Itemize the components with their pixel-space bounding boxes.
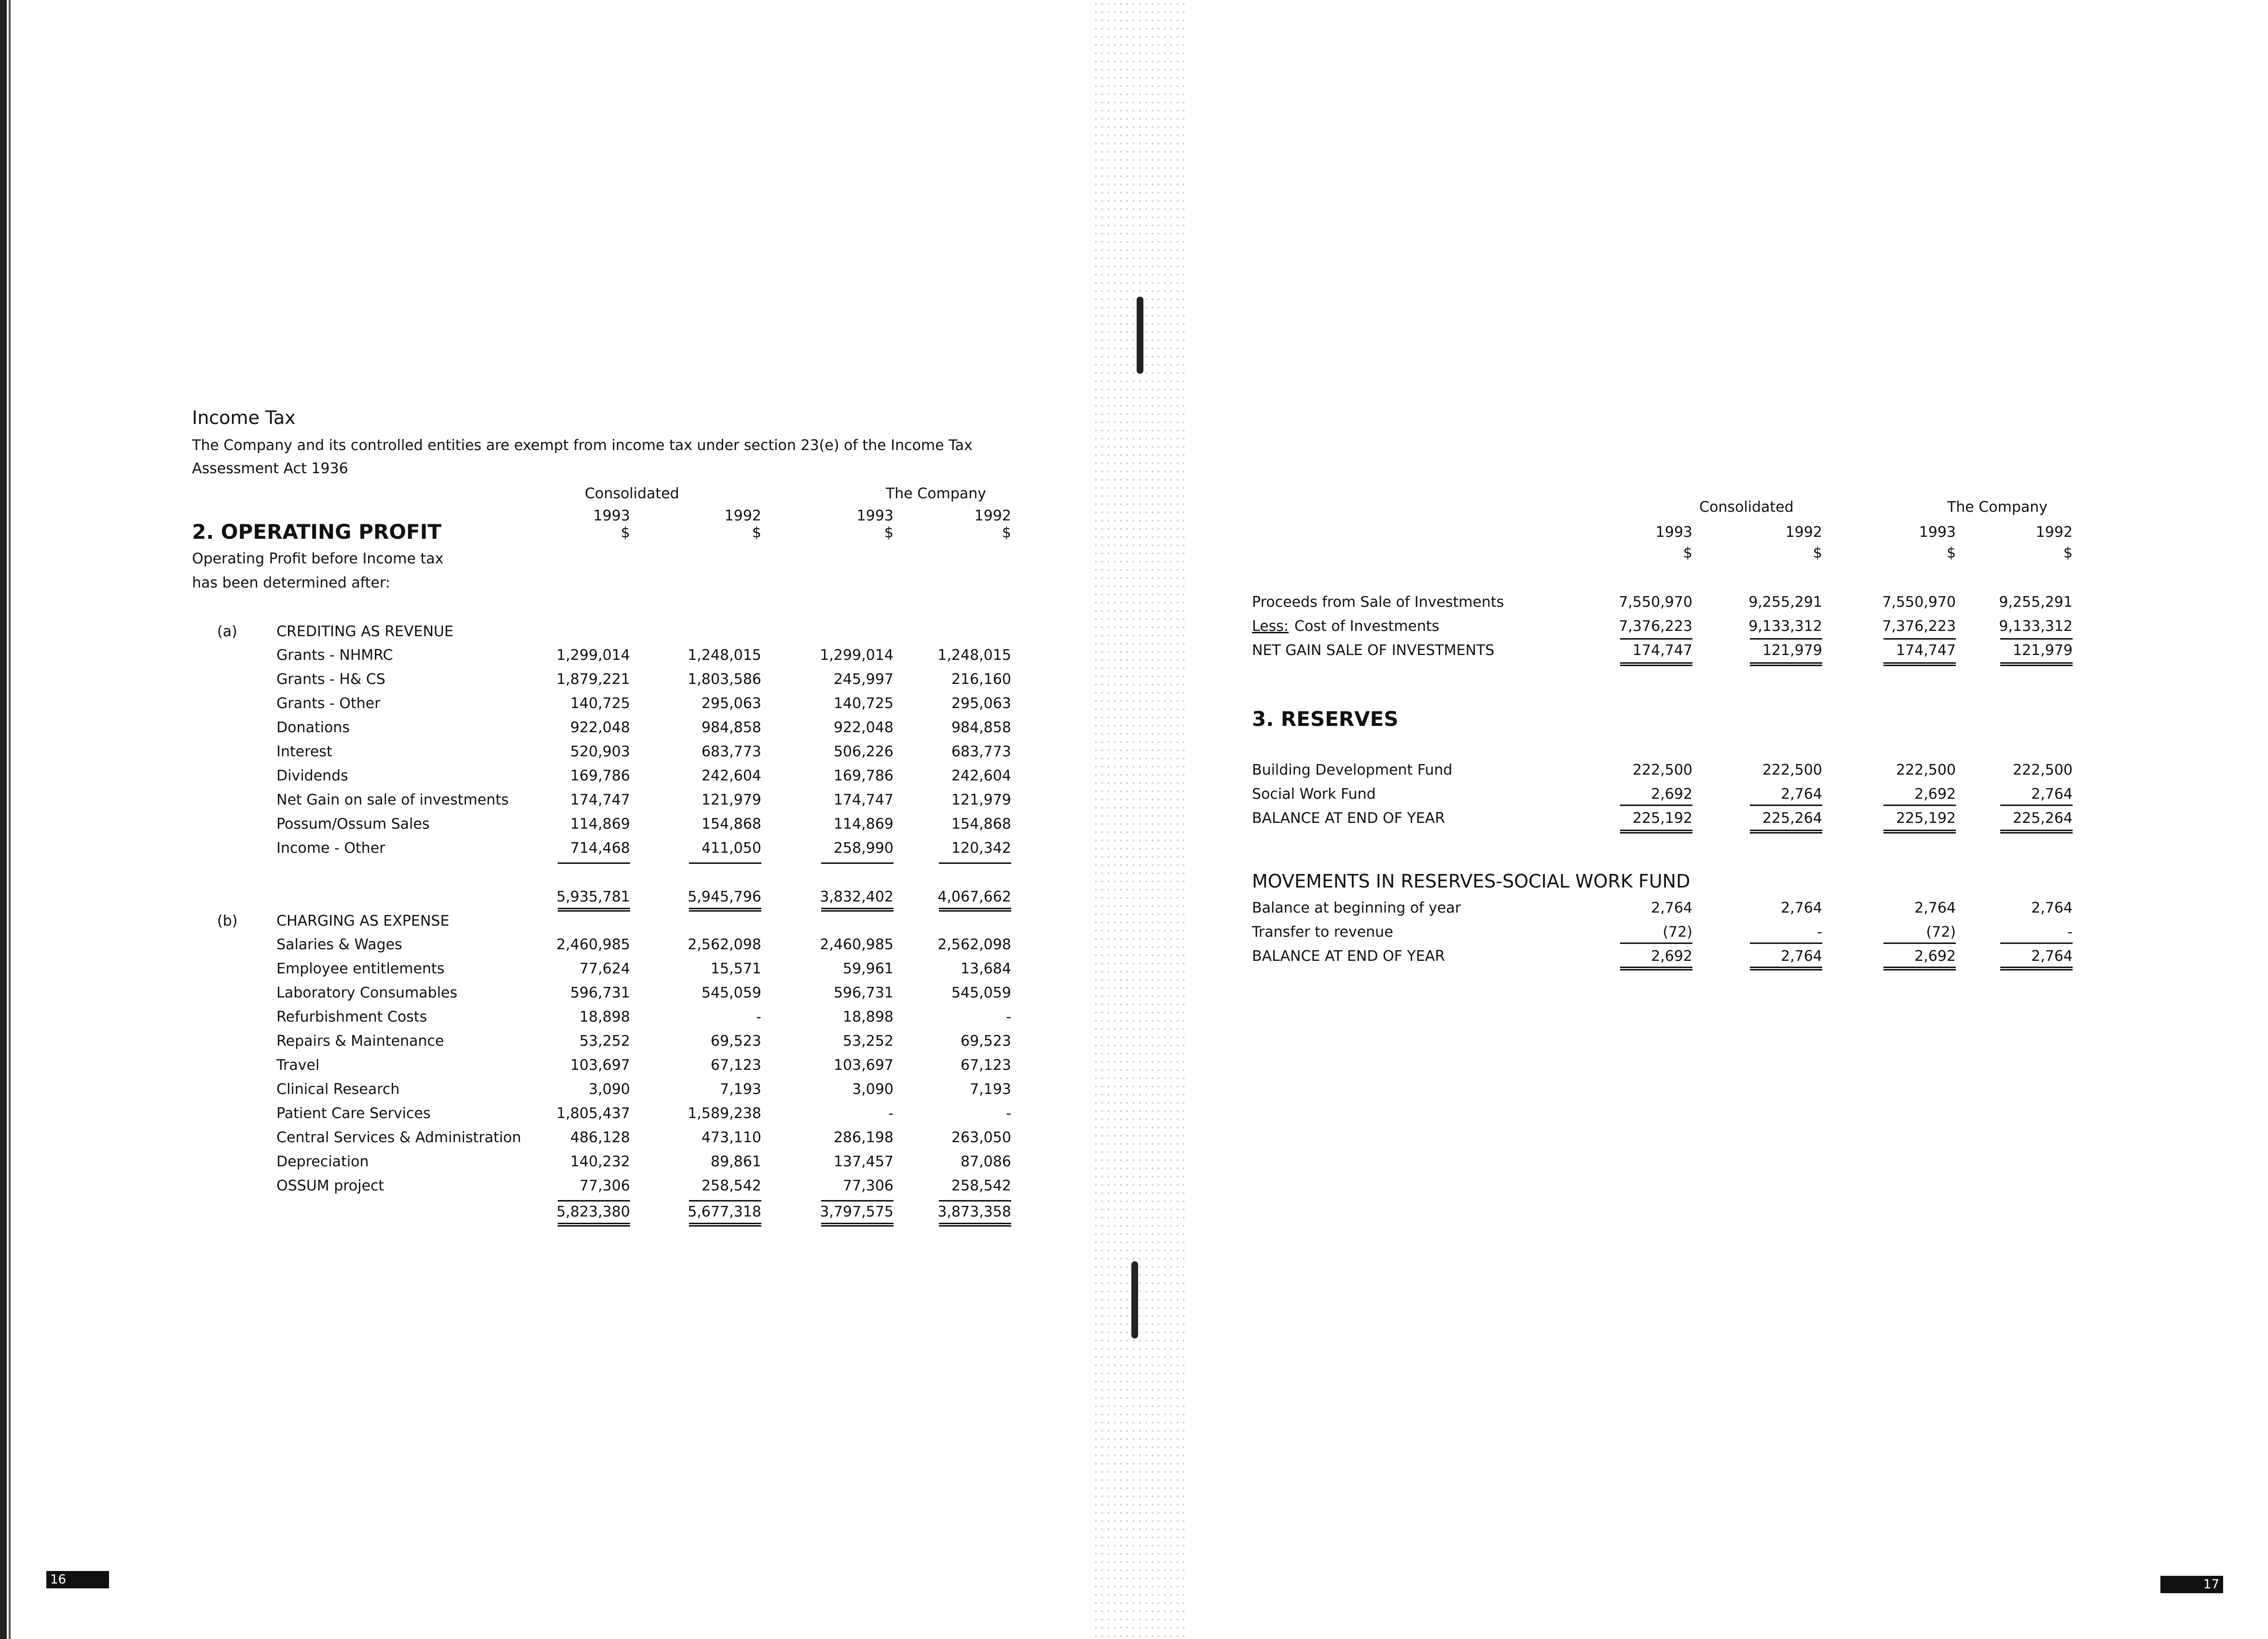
- crediting-row-value: 154,868: [951, 816, 1011, 833]
- investment-row-value: 174,747: [1632, 642, 1692, 659]
- subtotal-rule: [939, 862, 1011, 864]
- crediting-row-value: 154,868: [701, 816, 761, 833]
- total-double-rule: [821, 908, 893, 915]
- movement-row-value: 2,764: [1781, 948, 1822, 965]
- crediting-row-value: 174,747: [570, 792, 630, 808]
- charging-row-label: Clinical Research: [276, 1081, 400, 1098]
- reserve-row-value: 2,692: [1914, 786, 1956, 803]
- crediting-row-label: Donations: [276, 719, 350, 736]
- crediting-row-value: 984,858: [951, 719, 1011, 736]
- crediting-row-value: 121,979: [701, 792, 761, 808]
- reserve-row-label: Social Work Fund: [1252, 786, 1376, 803]
- movement-row-label: Balance at beginning of year: [1252, 900, 1461, 916]
- currency-header: $: [1813, 545, 1822, 561]
- total-double-rule: [1883, 967, 1956, 974]
- year-header: 1992: [1785, 524, 1822, 541]
- reserve-row-value: 222,500: [2012, 762, 2073, 779]
- binding-edge-inner: [9, 0, 11, 1639]
- crediting-row-value: 174,747: [833, 792, 893, 808]
- crediting-row-value: 120,342: [951, 840, 1011, 857]
- movement-row-value: 2,692: [1914, 948, 1956, 965]
- movement-row-value: 2,764: [1914, 900, 1956, 916]
- charging-row-label: Salaries & Wages: [276, 936, 402, 953]
- subtotal-rule: [939, 1200, 1011, 1202]
- charging-row-value: 87,086: [961, 1153, 1011, 1170]
- year-header: 1992: [2035, 524, 2073, 541]
- crediting-row-value: 1,299,014: [820, 647, 893, 664]
- reserve-row-value: 225,264: [2012, 810, 2073, 827]
- subtotal-rule: [689, 1200, 761, 1202]
- total-double-rule: [1883, 830, 1956, 837]
- total-double-rule: [689, 1223, 761, 1230]
- movement-row-value: (72): [1663, 924, 1692, 941]
- subtotal-rule: [821, 862, 893, 864]
- crediting-row-label: Grants - Other: [276, 695, 381, 712]
- subtotal-rule: [1620, 942, 1692, 944]
- charging-row-value: 69,523: [961, 1033, 1011, 1050]
- scan-gutter: [1093, 0, 1189, 1639]
- charging-row-value: 258,542: [701, 1177, 761, 1194]
- movements-heading: MOVEMENTS IN RESERVES-SOCIAL WORK FUND: [1252, 871, 1691, 892]
- movement-row-value: (72): [1926, 924, 1956, 941]
- movement-row-label: BALANCE AT END OF YEAR: [1252, 948, 1445, 965]
- movement-row-value: 2,764: [1651, 900, 1692, 916]
- year-header: 1993: [856, 507, 893, 524]
- charging-row-value: 1,805,437: [556, 1105, 630, 1122]
- investment-row-value: 9,133,312: [1999, 618, 2073, 635]
- crediting-row-value: 1,248,015: [687, 647, 761, 664]
- right-group-consolidated: Consolidated: [1699, 499, 1794, 516]
- crediting-marker: (a): [217, 623, 237, 640]
- crediting-row-label: Possum/Ossum Sales: [276, 816, 430, 833]
- charging-row-label: Laboratory Consumables: [276, 984, 457, 1001]
- subtotal-rule: [1883, 942, 1956, 944]
- charging-row-value: 596,731: [833, 984, 893, 1001]
- page-number-right: 17: [2160, 1576, 2223, 1593]
- charging-row-value: 77,624: [579, 960, 630, 977]
- movement-row-value: -: [2067, 924, 2073, 941]
- operating-profit-heading: 2. OPERATING PROFIT: [192, 520, 441, 544]
- crediting-total-value: 3,832,402: [820, 888, 893, 905]
- investment-row-label-prefix: Less:: [1252, 618, 1289, 635]
- subtotal-rule: [1620, 638, 1692, 640]
- charging-row-value: 18,898: [843, 1009, 893, 1025]
- movement-row-value: 2,692: [1651, 948, 1692, 965]
- total-double-rule: [1750, 830, 1822, 837]
- currency-header: $: [884, 524, 893, 541]
- reserve-row-value: 2,692: [1651, 786, 1692, 803]
- income-tax-heading: Income Tax: [192, 407, 296, 428]
- left-group-company: The Company: [885, 485, 987, 502]
- charging-row-value: 15,571: [711, 960, 761, 977]
- investment-row-value: 7,550,970: [1619, 594, 1692, 611]
- investment-row-value: 121,979: [1762, 642, 1822, 659]
- reserve-row-value: 225,192: [1896, 810, 1956, 827]
- charging-marker: (b): [217, 913, 238, 929]
- crediting-row-value: 1,879,221: [556, 671, 630, 688]
- charging-row-label: Employee entitlements: [276, 960, 445, 977]
- currency-header: $: [620, 524, 630, 541]
- total-double-rule: [689, 908, 761, 915]
- crediting-row-value: 169,786: [833, 767, 893, 784]
- crediting-row-value: 295,063: [701, 695, 761, 712]
- charging-row-value: 3,090: [852, 1081, 893, 1098]
- year-header: 1993: [1655, 524, 1692, 541]
- total-double-rule: [2000, 830, 2073, 837]
- charging-row-value: 103,697: [833, 1057, 893, 1074]
- charging-row-value: 2,460,985: [820, 936, 893, 953]
- investment-row-value: 174,747: [1896, 642, 1956, 659]
- crediting-row-value: 121,979: [951, 792, 1011, 808]
- investment-row-value: 9,133,312: [1748, 618, 1822, 635]
- investment-row-label: Proceeds from Sale of Investments: [1252, 594, 1504, 611]
- charging-row-value: 1,589,238: [687, 1105, 761, 1122]
- charging-row-value: 7,193: [970, 1081, 1011, 1098]
- crediting-row-value: 1,299,014: [556, 647, 630, 664]
- investment-row-value: 7,376,223: [1619, 618, 1692, 635]
- total-double-rule: [821, 1223, 893, 1230]
- crediting-row-value: 114,869: [833, 816, 893, 833]
- charging-row-value: 140,232: [570, 1153, 630, 1170]
- crediting-row-value: 520,903: [570, 743, 630, 760]
- total-double-rule: [2000, 967, 2073, 974]
- subtotal-rule: [1750, 638, 1822, 640]
- total-double-rule: [1883, 662, 1956, 670]
- crediting-row-label: Net Gain on sale of investments: [276, 792, 509, 808]
- charging-total-value: 3,797,575: [820, 1203, 893, 1220]
- total-double-rule: [1620, 967, 1692, 974]
- investment-row-label: NET GAIN SALE OF INVESTMENTS: [1252, 642, 1495, 659]
- charging-row-value: 545,059: [951, 984, 1011, 1001]
- charging-row-value: -: [1006, 1105, 1011, 1122]
- reserve-row-value: 222,500: [1896, 762, 1956, 779]
- charging-row-value: 7,193: [720, 1081, 761, 1098]
- subtotal-rule: [821, 1200, 893, 1202]
- charging-row-value: 67,123: [961, 1057, 1011, 1074]
- crediting-row-label: Dividends: [276, 767, 348, 784]
- movement-row-value: 2,764: [1781, 900, 1822, 916]
- left-group-consolidated: Consolidated: [585, 485, 679, 502]
- right-group-company: The Company: [1947, 499, 2048, 516]
- crediting-row-value: 295,063: [951, 695, 1011, 712]
- crediting-row-value: 114,869: [570, 816, 630, 833]
- charging-row-value: 77,306: [579, 1177, 630, 1194]
- total-double-rule: [558, 908, 630, 915]
- crediting-row-value: 506,226: [833, 743, 893, 760]
- crediting-row-value: 683,773: [951, 743, 1011, 760]
- charging-row-label: Refurbishment Costs: [276, 1009, 427, 1025]
- crediting-row-value: 242,604: [951, 767, 1011, 784]
- investment-row-value: 9,255,291: [1748, 594, 1822, 611]
- movement-row-value: 2,764: [2031, 948, 2073, 965]
- crediting-row-value: 922,048: [833, 719, 893, 736]
- total-double-rule: [939, 1223, 1011, 1230]
- charging-row-value: 258,542: [951, 1177, 1011, 1194]
- currency-header: $: [1683, 545, 1692, 561]
- charging-row-value: 2,460,985: [556, 936, 630, 953]
- charging-heading: CHARGING AS EXPENSE: [276, 913, 450, 929]
- subtotal-rule: [2000, 942, 2073, 944]
- total-double-rule: [1750, 967, 1822, 974]
- crediting-row-value: 984,858: [701, 719, 761, 736]
- charging-row-value: 2,562,098: [937, 936, 1011, 953]
- charging-row-value: -: [756, 1009, 761, 1025]
- year-header: 1993: [1919, 524, 1956, 541]
- currency-header: $: [2063, 545, 2073, 561]
- crediting-row-value: 258,990: [833, 840, 893, 857]
- charging-row-value: -: [888, 1105, 893, 1122]
- year-header: 1992: [974, 507, 1011, 524]
- subtotal-rule: [1750, 942, 1822, 944]
- subtotal-rule: [2000, 805, 2073, 806]
- investment-row-value: 7,550,970: [1882, 594, 1956, 611]
- charging-row-value: -: [1006, 1009, 1011, 1025]
- movement-row-value: -: [1817, 924, 1822, 941]
- operating-profit-intro-line2: has been determined after:: [192, 574, 390, 591]
- charging-row-value: 53,252: [579, 1033, 630, 1050]
- crediting-heading: CREDITING AS REVENUE: [276, 623, 454, 640]
- subtotal-rule: [689, 862, 761, 864]
- charging-row-label: Travel: [276, 1057, 320, 1074]
- crediting-total-value: 4,067,662: [937, 888, 1011, 905]
- charging-row-value: 18,898: [579, 1009, 630, 1025]
- subtotal-rule: [1750, 805, 1822, 806]
- reserve-row-value: 2,764: [1781, 786, 1822, 803]
- income-tax-text-line2: Assessment Act 1936: [192, 460, 348, 477]
- movement-row-label: Transfer to revenue: [1252, 924, 1393, 941]
- currency-header: $: [1946, 545, 1956, 561]
- crediting-row-value: 1,248,015: [937, 647, 1011, 664]
- crediting-row-label: Grants - NHMRC: [276, 647, 393, 664]
- subtotal-rule: [558, 1200, 630, 1202]
- subtotal-rule: [2000, 638, 2073, 640]
- charging-row-value: 263,050: [951, 1129, 1011, 1146]
- reserve-row-value: 2,764: [2031, 786, 2073, 803]
- total-double-rule: [939, 908, 1011, 915]
- crediting-row-value: 216,160: [951, 671, 1011, 688]
- charging-row-value: 486,128: [570, 1129, 630, 1146]
- investment-row-value: 121,979: [2012, 642, 2073, 659]
- page-number-left: 16: [46, 1571, 109, 1588]
- crediting-row-value: 242,604: [701, 767, 761, 784]
- investment-row-value: 7,376,223: [1882, 618, 1956, 635]
- charging-row-value: 2,562,098: [687, 936, 761, 953]
- income-tax-text-line1: The Company and its controlled entities are exempt from income tax under section 23(e) of the Income Tax: [192, 437, 973, 454]
- crediting-row-value: 1,803,586: [687, 671, 761, 688]
- charging-row-label: OSSUM project: [276, 1177, 385, 1194]
- crediting-total-value: 5,935,781: [556, 888, 630, 905]
- subtotal-rule: [1883, 638, 1956, 640]
- charging-row-value: 67,123: [711, 1057, 761, 1074]
- charging-row-value: 3,090: [589, 1081, 630, 1098]
- reserve-row-label: BALANCE AT END OF YEAR: [1252, 810, 1445, 827]
- charging-row-value: 77,306: [843, 1177, 893, 1194]
- crediting-row-label: Grants - H& CS: [276, 671, 385, 688]
- crediting-total-value: 5,945,796: [687, 888, 761, 905]
- total-double-rule: [1750, 662, 1822, 670]
- crediting-row-label: Interest: [276, 743, 332, 760]
- total-double-rule: [558, 1223, 630, 1230]
- charging-total-value: 3,873,358: [937, 1203, 1011, 1220]
- reserve-row-value: 222,500: [1762, 762, 1822, 779]
- subtotal-rule: [1620, 805, 1692, 806]
- crediting-row-value: 169,786: [570, 767, 630, 784]
- charging-row-value: 89,861: [711, 1153, 761, 1170]
- charging-row-value: 545,059: [701, 984, 761, 1001]
- charging-row-value: 13,684: [961, 960, 1011, 977]
- charging-row-value: 286,198: [833, 1129, 893, 1146]
- staple-mark-top: [1137, 297, 1143, 374]
- charging-row-value: 59,961: [843, 960, 893, 977]
- crediting-row-value: 714,468: [570, 840, 630, 857]
- crediting-row-value: 922,048: [570, 719, 630, 736]
- charging-row-value: 69,523: [711, 1033, 761, 1050]
- charging-row-value: 473,110: [701, 1129, 761, 1146]
- crediting-row-value: 140,725: [570, 695, 630, 712]
- charging-row-value: 137,457: [833, 1153, 893, 1170]
- movement-row-value: 2,764: [2031, 900, 2073, 916]
- subtotal-rule: [1883, 805, 1956, 806]
- charging-total-value: 5,823,380: [556, 1203, 630, 1220]
- binding-edge: [0, 0, 7, 1639]
- year-header: 1992: [724, 507, 761, 524]
- currency-header: $: [752, 524, 761, 541]
- staple-mark-bottom: [1131, 1261, 1138, 1339]
- currency-header: $: [1002, 524, 1011, 541]
- investment-row-value: 9,255,291: [1999, 594, 2073, 611]
- reserve-row-value: 225,192: [1632, 810, 1692, 827]
- crediting-row-value: 683,773: [701, 743, 761, 760]
- charging-row-label: Depreciation: [276, 1153, 369, 1170]
- year-header: 1993: [593, 507, 630, 524]
- total-double-rule: [2000, 662, 2073, 670]
- charging-row-label: Patient Care Services: [276, 1105, 431, 1122]
- charging-row-value: 53,252: [843, 1033, 893, 1050]
- total-double-rule: [1620, 662, 1692, 670]
- charging-row-label: Repairs & Maintenance: [276, 1033, 444, 1050]
- charging-row-value: 103,697: [570, 1057, 630, 1074]
- subtotal-rule: [558, 862, 630, 864]
- charging-total-value: 5,677,318: [687, 1203, 761, 1220]
- crediting-row-value: 140,725: [833, 695, 893, 712]
- reserve-row-value: 225,264: [1762, 810, 1822, 827]
- crediting-row-value: 245,997: [833, 671, 893, 688]
- crediting-row-label: Income - Other: [276, 840, 385, 857]
- charging-row-value: 596,731: [570, 984, 630, 1001]
- investment-row-label: Cost of Investments: [1294, 618, 1440, 635]
- operating-profit-intro-line1: Operating Profit before Income tax: [192, 550, 444, 567]
- total-double-rule: [1620, 830, 1692, 837]
- reserve-row-value: 222,500: [1632, 762, 1692, 779]
- reserves-heading: 3. RESERVES: [1252, 707, 1399, 731]
- crediting-row-value: 411,050: [701, 840, 761, 857]
- charging-row-label: Central Services & Administration: [276, 1129, 522, 1146]
- reserve-row-label: Building Development Fund: [1252, 762, 1453, 779]
